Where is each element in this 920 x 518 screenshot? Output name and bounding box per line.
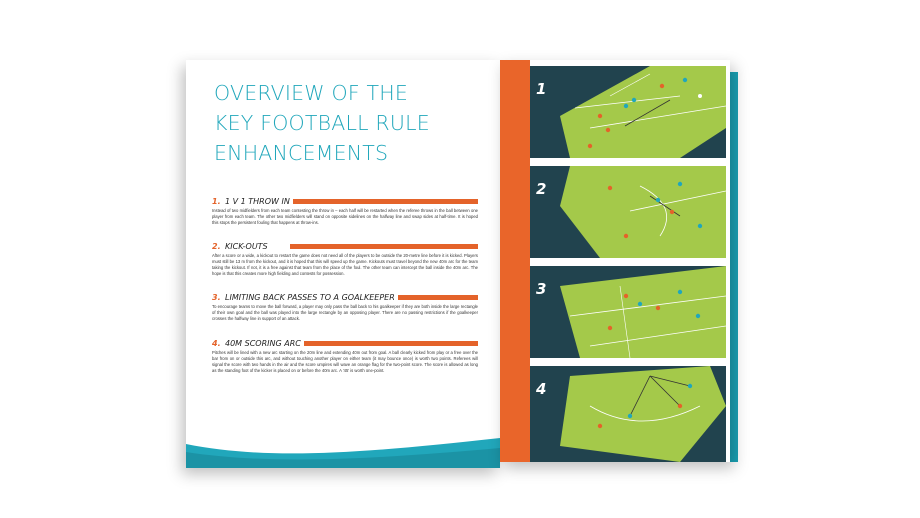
section-heading xyxy=(212,196,478,207)
section-title: 40M SCORING ARC xyxy=(225,338,304,349)
section-body: Instead of two midfielders from each team contesting the throw in – each half will be restarted when the referee throws in the ball between one player from each team. The other two midfielders will stand on opposite sidelines on the halfway line and swap sides at half-time. It is hoped this stops the persistent fouling that happens at throw-ins. xyxy=(212,208,478,226)
heading-bar xyxy=(290,199,478,204)
section-title: KICK-OUTS xyxy=(225,241,271,252)
right-page xyxy=(500,60,730,462)
pitch-diagram-1 xyxy=(530,66,726,158)
left-page xyxy=(186,60,500,468)
pitch-diagram-4 xyxy=(530,366,726,462)
section-heading xyxy=(212,292,478,303)
pitch-diagram-2 xyxy=(530,166,726,258)
teal-wave xyxy=(186,408,500,468)
section-body: Pitches will be lined with a new arc starting on the 20m line and extending 40m out from goal. A ball clearly kicked from play or a free over the bar from on or outside this arc, and without touching another player on either team (it may bounce once) is worth two points. Referees will signal the score with two hands in the air and the score umpires will wave an orange flag for the two-point score. The score is allowed as long as the standing foot of the kicker is placed on or before the 40m arc. A '45' is worth one-point. xyxy=(212,350,478,374)
page-title: OVERVIEW OF THE KEY FOOTBALL RULE ENHANCEMENTS xyxy=(214,81,430,165)
section-1 xyxy=(212,196,478,226)
section-4 xyxy=(212,338,478,374)
section-body: After a score or a wide, a kickout to restart the game does not need all of the players to be outside the 20-metre line before it is kicked. Players must still be 13 m from the kickout, and it is hoped that this will speed up the game. Kickouts must travel beyond the new 40m arc for the team taking the kickout. If not, it is a free against that team from the place of the foul. The other team can intercept the ball inside the 40m arc. The hope is that this creates more high fielding and contests for possession. xyxy=(212,253,478,277)
heading-bar xyxy=(300,341,478,346)
heading-bar xyxy=(290,244,478,249)
pitch-diagram-3 xyxy=(530,266,726,358)
section-body: To encourage teams to move the ball forward, a player may only pass the ball back to his goalkeeper if they are both inside the large rectangle of their own goal and the ball was played into the large rectangle by an opposing player. There are no passing restrictions if the goalkeeper crosses the halfway line in support of an attack. xyxy=(212,304,478,322)
section-heading xyxy=(212,241,478,252)
orange-strip xyxy=(500,60,530,462)
section-number: 1. xyxy=(212,197,221,206)
diagram-number: 1 xyxy=(536,80,547,98)
section-2 xyxy=(212,241,478,277)
section-heading xyxy=(212,338,478,349)
section-3 xyxy=(212,292,478,322)
diagram-number: 2 xyxy=(536,180,547,198)
section-title: LIMITING BACK PASSES TO A GOALKEEPER xyxy=(225,292,398,303)
section-title: 1 V 1 THROW IN xyxy=(225,196,293,207)
section-number: 3. xyxy=(212,293,221,302)
section-number: 2. xyxy=(212,242,221,251)
diagram-number: 3 xyxy=(536,280,547,298)
section-number: 4. xyxy=(212,339,221,348)
diagram-number: 4 xyxy=(536,380,547,398)
